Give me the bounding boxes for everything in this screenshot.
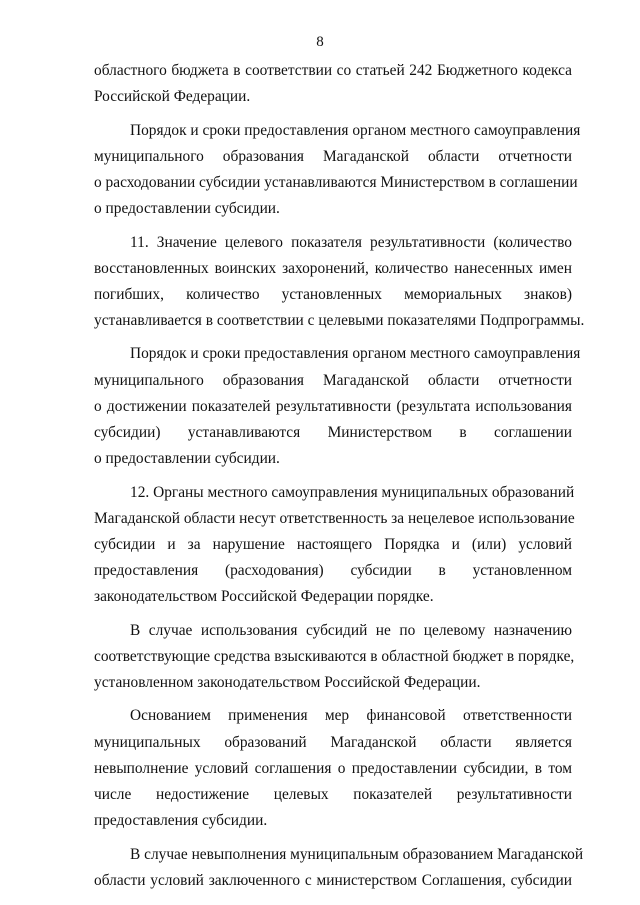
text-line: невыполнение условий соглашения о предоставлении субсидии, в том [94,759,572,777]
text-line: предоставления (расходования) субсидии в установленном [94,562,572,580]
paragraph-item-11 [94,230,585,335]
text-line: муниципального образования Магаданской области отчетности [94,147,572,165]
text-line: 11. Значение целевого показателя результативности (количество [130,233,572,251]
text-line: Магаданской области несут ответственность за нецелевое использование [94,509,575,527]
paragraph-agreement-breach [94,842,584,894]
text-line: области условий заключенного с министерством Соглашения, субсидии [94,871,572,889]
text-line: Основанием применения мер финансовой ответственности [130,707,572,725]
text-line: о достижении показателей результативности (результата использования [94,397,572,415]
text-line: соответствующие средства взыскиваются в областной бюджет в порядке, [94,647,575,665]
text-line: Порядок и сроки предоставления органом местного самоуправления [130,345,581,363]
text-line: областного бюджета в соответствии со статьей 242 Бюджетного кодекса [94,62,572,79]
text-line: о предоставлении субсидии. [94,200,280,218]
text-line: о предоставлении субсидии. [94,450,280,468]
text-line: муниципальных образований Магаданской области является [94,733,572,751]
text-line: субсидии) устанавливаются Министерством в соглашении [94,424,572,441]
text-line: установленном законодательством Российской Федерации. [94,674,481,692]
paragraph-continuation [94,58,572,110]
text-line: Российской Федерации. [94,88,251,106]
text-line: восстановленных воинских захоронений, количество нанесенных имен [94,259,572,277]
paragraph-reporting-results [94,341,581,472]
text-line: субсидии и за нарушение настоящего Порядка и (или) условий [94,535,572,553]
text-line: законодательством Российской Федерации порядке. [94,588,434,606]
text-line: В случае невыполнения муниципальным образованием Магаданской [130,845,584,863]
text-line: предоставления субсидии. [94,812,268,830]
text-line: устанавливается в соответствии с целевыми показателями Подпрограммы. [94,312,585,330]
text-line: Порядок и сроки предоставления органом местного самоуправления [130,121,581,139]
text-line: В случае использования субсидий не по целевому назначению [130,621,572,639]
document-body [94,58,585,901]
text-line: числе недостижение целевых показателей результативности [94,786,572,803]
paragraph-reporting-expenditure [94,118,581,223]
paragraph-financial-responsibility [94,703,572,834]
page-number: 8 [316,34,324,50]
paragraph-misuse-recovery [94,618,575,697]
text-line: муниципального образования Магаданской области отчетности [94,371,572,389]
text-line: о расходовании субсидии устанавливаются Министерством в соглашении [94,173,578,191]
text-line: погибших, количество установленных мемориальных знаков) [94,285,572,303]
text-line: 12. Органы местного самоуправления муниципальных образований [130,483,575,501]
paragraph-item-12 [94,480,575,611]
